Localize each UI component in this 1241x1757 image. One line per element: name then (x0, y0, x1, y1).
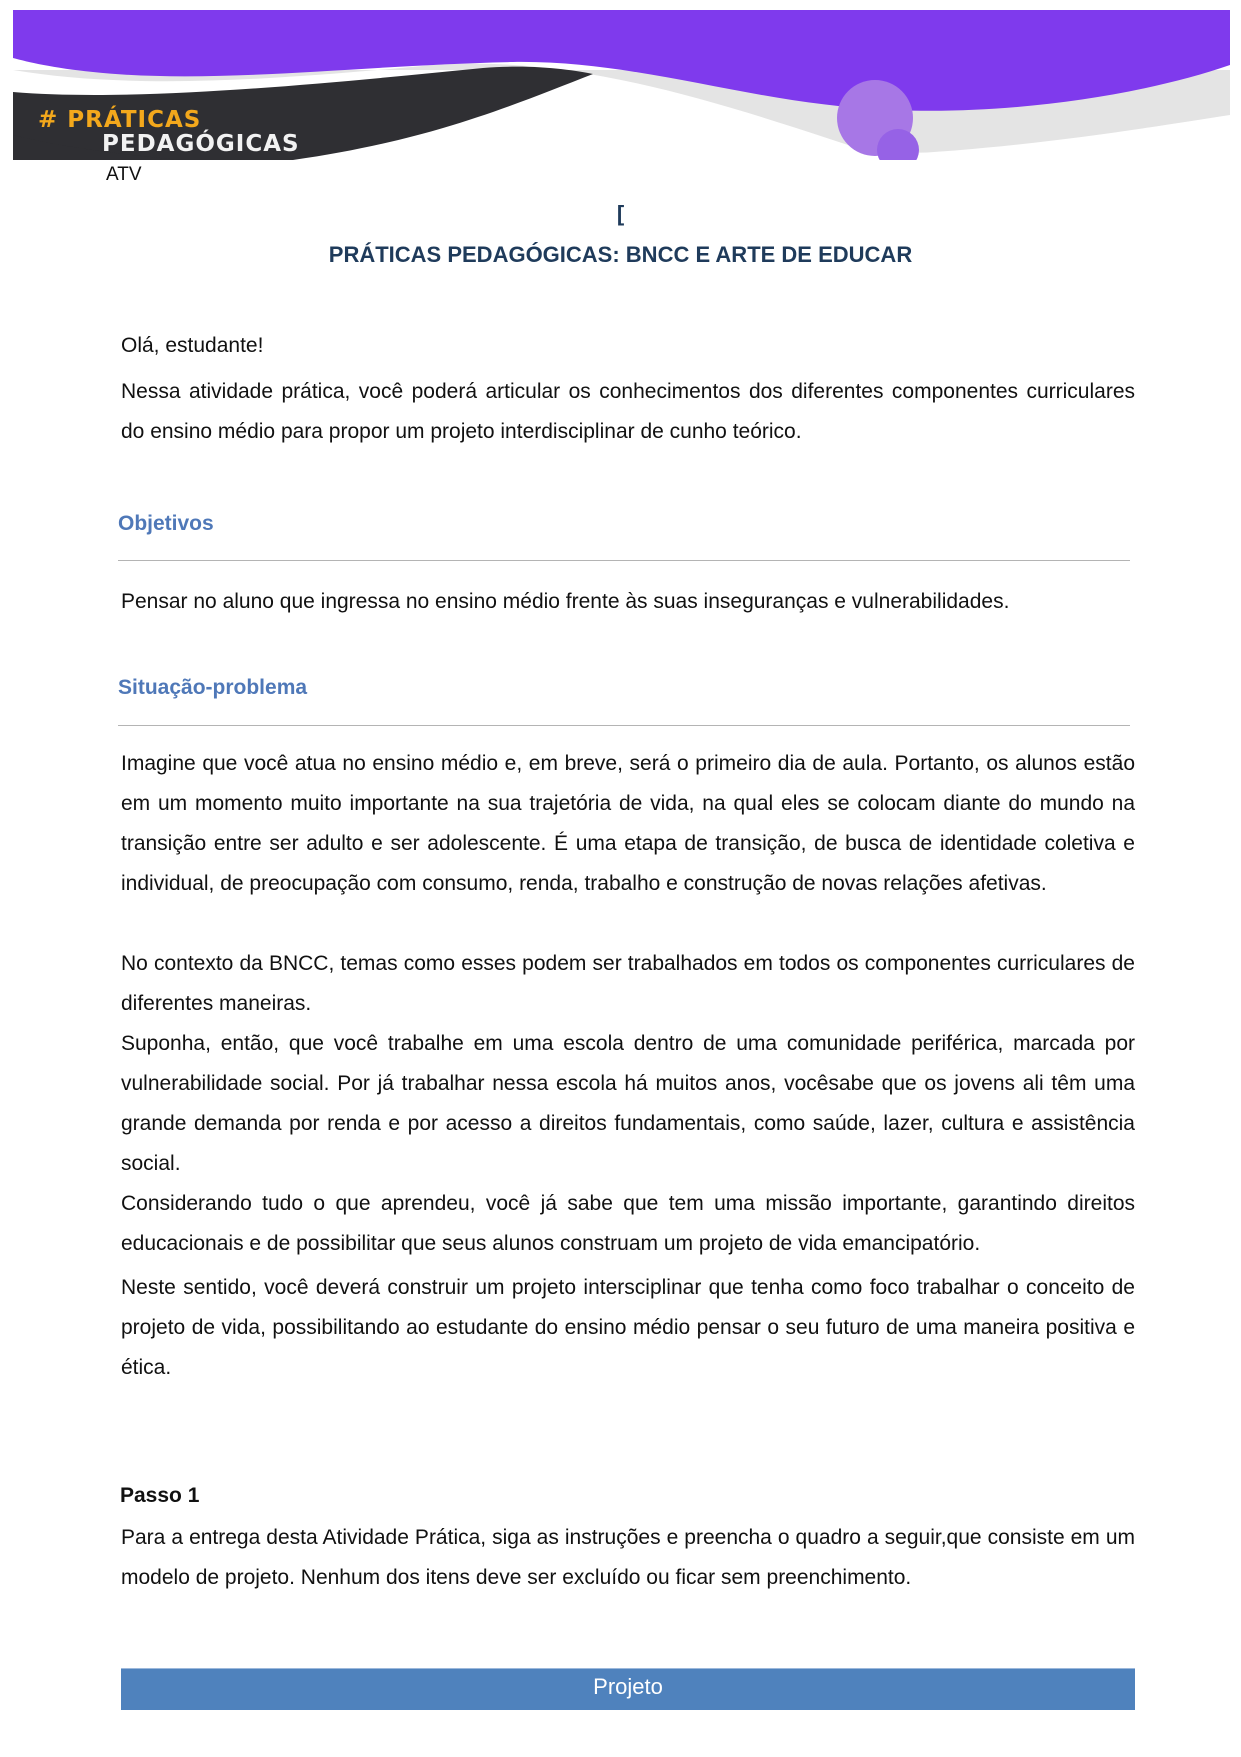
logo (38, 108, 300, 156)
greeting: Olá, estudante! (121, 334, 264, 357)
situacao-paragraph: Neste sentido, você deverá construir um projeto intersciplinar que tenha como foco trabalhar o conceito de projeto de vida, possibilitando ao estudante do ensino médio pensar o seu futuro de uma maneira positiva e ética. (121, 1276, 1135, 1379)
project-table-header: Projeto (121, 1668, 1135, 1710)
document-title: PRÁTICAS PEDAGÓGICAS: BNCC E ARTE DE EDUCAR (328, 242, 913, 267)
step-heading: Passo 1 (120, 1484, 200, 1507)
logo-line-1: # PRÁTICAS (38, 107, 202, 133)
step-paragraph: Para a entrega desta Atividade Prática, siga as instruções e preencha o quadro a seguir,que consiste em um modelo de projeto. Nenhum dos itens deve ser excluído ou ficar sem preenchimento. (121, 1526, 1135, 1589)
section-heading-situacao: Situação-problema (118, 676, 308, 699)
section-divider (118, 560, 1130, 561)
situacao-paragraph: Considerando tudo o que aprendeu, você já sabe que tem uma missão importante, garantindo direitos educacionais e de possibilitar que seus alunos construam um projeto de vida emancipatório. (121, 1192, 1135, 1255)
activity-label: ATV (106, 164, 142, 185)
situacao-paragraph: No contexto da BNCC, temas como esses podem ser trabalhados em todos os componentes curriculares de diferentes maneiras. (121, 952, 1135, 1015)
situacao-paragraph: Imagine que você atua no ensino médio e, em breve, será o primeiro dia de aula. Portanto, os alunos estão em um momento muito importante na sua trajetória de vida, na qual eles se colocam diante do mundo na transição entre ser adulto e ser adolescente. É uma etapa de transição, de busca de identidade coletiva e individual, de preocupação com consumo, renda, trabalho e construção de novas relações afetivas. (121, 752, 1135, 895)
logo-line-2: PEDAGÓGICAS (102, 131, 300, 157)
objetivos-paragraph: Pensar no aluno que ingressa no ensino médio frente às suas inseguranças e vulnerabilidades. (121, 590, 1010, 613)
section-heading-objetivos: Objetivos (118, 512, 214, 535)
intro-paragraph: Nessa atividade prática, você poderá articular os conhecimentos dos diferentes componentes curriculares do ensino médio para propor um projeto interdisciplinar de cunho teórico. (121, 380, 1135, 443)
section-divider (118, 725, 1130, 726)
situacao-paragraph: Suponha, então, que você trabalhe em uma escola dentro de uma comunidade periférica, marcada por vulnerabilidade social. Por já trabalhar nessa escola há muitos anos, vocêsabe que os jovens ali têm uma grande demanda por renda e por acesso a direitos fundamentais, como saúde, lazer, cultura e assistência social. (121, 1032, 1135, 1175)
bracket-mark: [ (616, 201, 625, 226)
